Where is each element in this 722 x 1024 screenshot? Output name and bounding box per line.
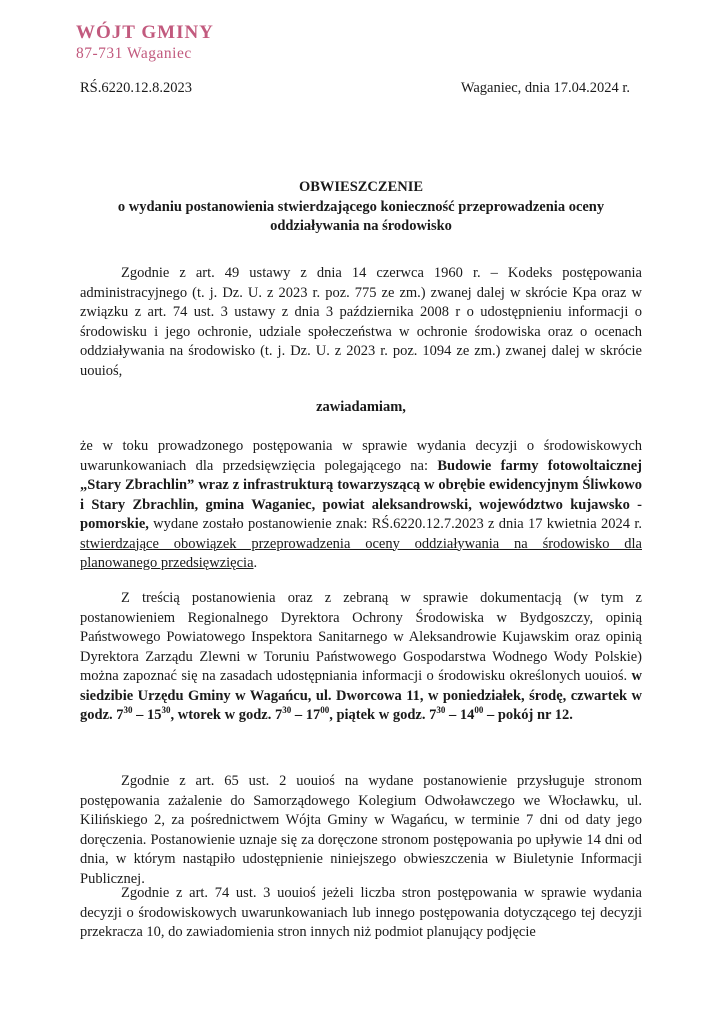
decision-paragraph <box>80 437 642 574</box>
office-hours-part: w siedzibie Urzędu Gminy w Wagańcu, ul. Dworcowa 11, w poniedziałek, środę, czwartek w godz. 7 <box>80 668 642 723</box>
legal-basis-paragraph <box>80 264 642 381</box>
appeal-paragraph <box>80 772 642 889</box>
place-and-date: Waganiec, dnia 17.04.2024 r. <box>460 80 630 96</box>
project-name: Budowie farmy fotowoltaicznej „Stary Zbrachlin” wraz z infrastrukturą towarzyszącą w obrębie ewidencyjnym Śliwkowo i Stary Zbrachlin, gmina Waganiec, powiat aleksandrowski, województwo kujawsko - pomorskie, <box>80 457 642 532</box>
office-hours-part: , wtorek w godz. 7 <box>170 707 283 723</box>
time-minutes: 30 <box>282 705 292 715</box>
stamp-postal-address: 87-731 Waganiec <box>76 45 192 62</box>
documentation-text: Z treścią postanowienia oraz z zebraną w sprawie dokumentacją (w tym z postanowieniem Regionalnego Dyrektora Ochrony Środowiska w Bydgoszczy, opinią Państwowego Powiatowego Inspektora Sanitarnego w Aleksandrowie Kujawskim oraz opinią Dyrektora Zarządu Zlewni w Toruniu Państwowego Gospodarstwa Wodnego Wody Polskie) można zapoznać się na zasadach udostępniania informacji o środowisku określonych uouioś. <box>80 590 642 684</box>
decision-text-reference: wydane zostało postanowienie znak: RŚ.6220.12.7.2023 z dnia 17 kwietnia 2024 r. <box>148 516 642 532</box>
time-minutes: 00 <box>320 705 330 715</box>
document-title <box>80 178 642 237</box>
office-hours-part: – 14 <box>445 707 475 723</box>
notification-text: Zgodnie z art. 74 ust. 3 uouioś jeżeli liczba stron postępowania w sprawie wydania decyzji o środowiskowych uwarunkowaniach lub innego postępowania dotyczącego tej decyzji przekracza 10, do zawiadomienia stron innych niż podmiot planujący podjęcie <box>80 885 642 940</box>
decision-outcome: stwierdzające obowiązek przeprowadzenia oceny oddziaływania na środowisko dla planowanego przedsięwzięcia <box>80 535 642 571</box>
title-heading: OBWIESZCZENIE <box>298 179 424 195</box>
time-minutes: 00 <box>474 705 484 715</box>
office-hours-part: , piątek w godz. 7 <box>329 707 437 723</box>
stamp-office-name: WÓJT GMINY <box>76 22 214 43</box>
announcement-word: zawiadamiam, <box>316 399 406 415</box>
office-hours-part: – pokój nr 12. <box>483 707 573 723</box>
documentation-paragraph <box>80 589 642 726</box>
office-hours-part: – 15 <box>132 707 162 723</box>
decision-text-end: . <box>253 555 258 571</box>
legal-basis-text: Zgodnie z art. 49 ustawy z dnia 14 czerwca 1960 r. – Kodeks postępowania administracyjnego (t. j. Dz. U. z 2023 r. poz. 775 ze zm.) zwanej dalej w skrócie Kpa oraz w związku z art. 74 ust. 3 ustawy z dnia 3 października 2008 r o udostępnieniu informacji o środowisku i jego ochronie, udziale społeczeństwa w ochronie środowiska oraz o ocenach oddziaływania na środowisko (t. j. Dz. U. z 2023 r. poz. 1094 ze zm.) zwanej dalej w skrócie uouioś, <box>80 265 642 379</box>
office-hours-part: – 17 <box>291 707 321 723</box>
office-stamp <box>76 22 214 64</box>
time-minutes: 30 <box>123 705 133 715</box>
title-subheading: o wydaniu postanowienia stwierdzającego konieczność przeprowadzenia oceny oddziaływania na środowisko <box>117 198 605 234</box>
time-minutes: 30 <box>436 705 446 715</box>
case-reference-number: RŚ.6220.12.8.2023 <box>80 80 192 96</box>
notification-paragraph <box>80 884 642 943</box>
appeal-text: Zgodnie z art. 65 ust. 2 uouioś na wydane postanowienie przysługuje stronom postępowania zażalenie do Samorządowego Kolegium Odwoławczego we Włocławku, ul. Kilińskiego 2, za pośrednictwem Wójta Gminy w Wagańcu, w terminie 7 dni od daty jego doręczenia. Postanowienie uznaje się za doręczone stronom postępowania po upływie 14 dni od dnia, w którym nastąpiło udostępnienie niniejszego obwieszczenia w Biuletynie Informacji Publicznej. <box>80 773 642 887</box>
time-minutes: 30 <box>161 705 171 715</box>
decision-text-intro: że w toku prowadzonego postępowania w sprawie wydania decyzji o środowiskowych uwarunkowaniach dla przedsięwzięcia polegającego na: <box>80 438 642 474</box>
